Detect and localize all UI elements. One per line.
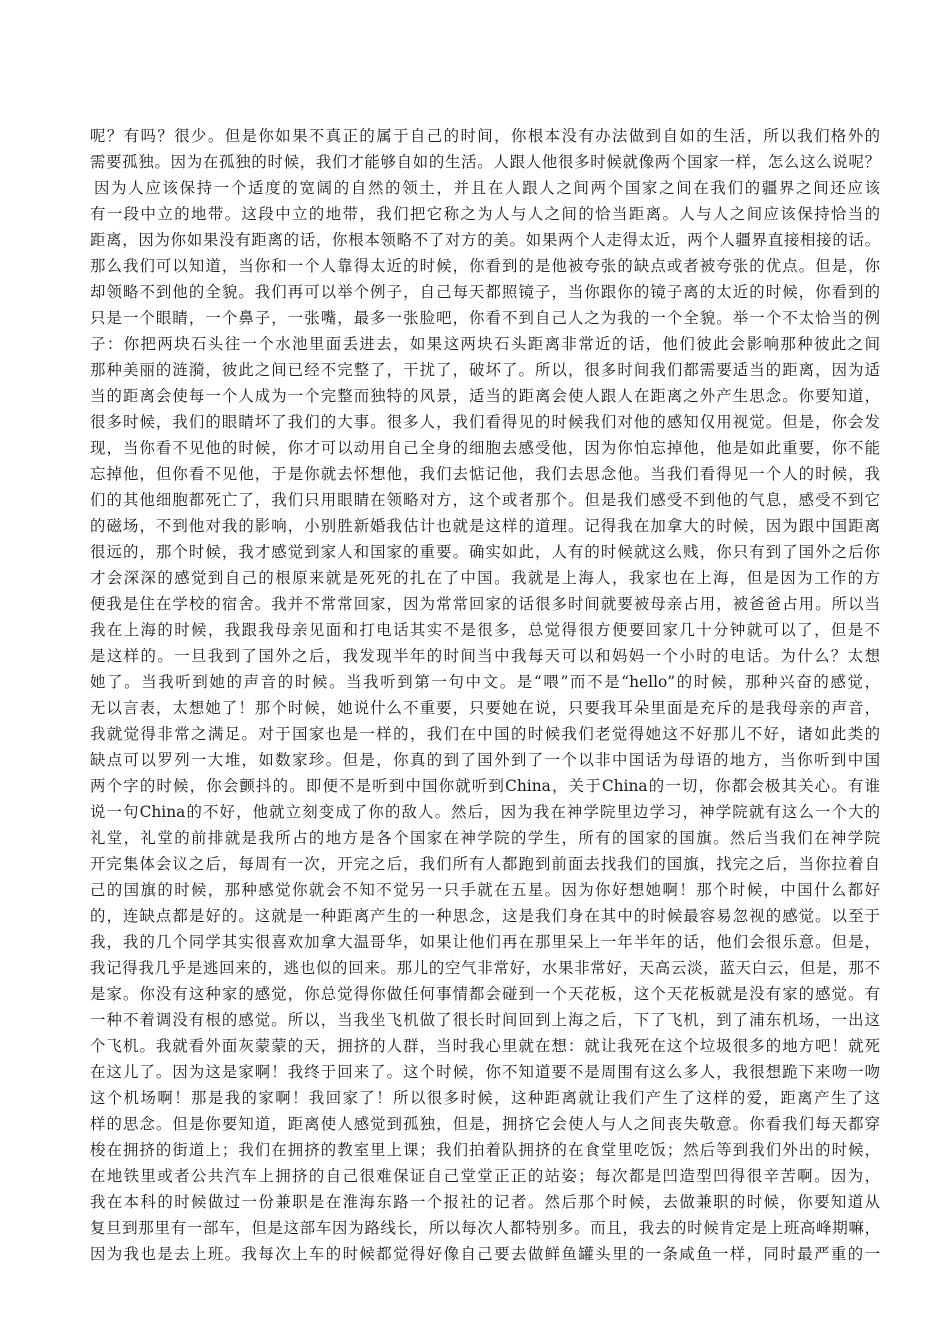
text-line: 有一段中立的地带。这段中立的地带，我们把它称之为人与人之间的恰当距离。人与人之间应该保持恰当的 [90,205,880,223]
text-line: 距离，因为你如果没有距离的话，你根本领略不了对方的美。如果两个人走得太近，两个人疆界直接相接的话。 [90,231,880,249]
text-line: 是这样的。一旦我到了国外之后，我发现半年的时间当中我每天可以和妈妈一个小时的电话。为什么？太想 [90,647,880,665]
text-line: 呢？有吗？很少。但是你如果不真正的属于自己的时间，你根本没有办法做到自如的生活，所以我们格外的 [90,127,880,145]
text-line: 现，当你看不见他的时候，你才可以动用自己全身的细胞去感受他，因为你怕忘掉他，他是如此重要，你不能 [90,439,880,457]
text-line: 我在上海的时候，我跟我母亲见面和打电话其实不是很多，总觉得很方便要回家几十分钟就可以了，但是不 [90,621,880,639]
text-line: 两个字的时候，你会颤抖的。即便不是听到中国你就听到China，关于China的一切，你都会极其关心。有谁 [90,777,880,795]
text-line: 便我是住在学校的宿舍。我并不常常回家，因为常常回家的话很多时间就要被母亲占用，被爸爸占用。所以当 [90,595,880,613]
text-line: 开完集体会议之后，每周有一次，开完之后，我们所有人都跑到前面去找我们的国旗，找完之后，当你拉着自 [90,855,880,873]
text-line: 我，我的几个同学其实很喜欢加拿大温哥华，如果让他们再在那里呆上一年半年的话，他们会很乐意。但是， [90,933,880,951]
text-line: 我记得我几乎是逃回来的，逃也似的回来。那儿的空气非常好，水果非常好，天高云淡，蓝天白云，但是，那不 [90,959,880,977]
text-line: 礼堂，礼堂的前排就是我所占的地方是各个国家在神学院的学生，所有的国家的国旗。然后当我们在神学院 [90,829,880,847]
text-line: 们的其他细胞都死亡了，我们只用眼睛在领略对方，这个或者那个。但是我们感受不到他的气息，感受不到它 [90,491,880,509]
text-line: 样的思念。但是你要知道，距离使人感觉到孤独，但是，拥挤它会使人与人之间丧失敬意。你看我们每天都穿 [90,1115,880,1133]
text-line: 在这儿了。因为这是家啊！我终于回来了。这个时候，你不知道要不是周围有这么多人，我很想跪下来吻一吻 [90,1063,880,1081]
text-line: 当的距离会使每一个人成为一个完整而独特的风景，适当的距离会使人跟人在距离之外产生思念。你要知道， [90,387,880,405]
text-line: 需要孤独。因为在孤独的时候，我们才能够自如的生活。人跟人他很多时候就像两个国家一样，怎么这么说呢？ [90,153,880,171]
text-line: 梭在拥挤的街道上；我们在拥挤的教室里上课；我们拍着队拥挤的在食堂里吃饭；然后等到我们外出的时候， [90,1141,880,1159]
body-text [90,123,880,1267]
text-line: 无以言表，太想她了！那个时候，她说什么不重要，只要她在说，只要我耳朵里面是充斥的是我母亲的声音， [90,699,880,717]
text-line: 因为人应该保持一个适度的宽阔的自然的领土，并且在人跟人之间两个国家之间在我们的疆界之间还应该 [94,179,880,197]
text-line: 才会深深的感觉到自己的根原来就是死死的扎在了中国。我就是上海人，我家也在上海，但是因为工作的方 [90,569,880,587]
text-line: 只是一个眼睛，一个鼻子，一张嘴，最多一张脸吧，你看不到自己人之为我的一个全貌。举一个不太恰当的例 [90,309,880,327]
text-line: 在地铁里或者公共汽车上拥挤的自己很难保证自己堂堂正正的站姿；每次都是凹造型凹得很辛苦啊。因为， [90,1167,880,1185]
text-line: 子：你把两块石头往一个水池里面丢进去，如果这两块石头距离非常近的话，他们彼此会影响那种彼此之间 [90,335,880,353]
text-line: 我在本科的时候做过一份兼职是在淮海东路一个报社的记者。然后那个时候，去做兼职的时候，你要知道从 [90,1193,880,1211]
text-line: 这个机场啊！那是我的家啊！我回家了！所以很多时候，这种距离就让我们产生了这样的爱，距离产生了这 [90,1089,880,1107]
text-line: 说一句China的不好，他就立刻变成了你的敌人。然后，因为我在神学院里边学习，神学院就有这么一个大的 [90,803,880,821]
text-line: 我就觉得非常之满足。对于国家也是一样的，我们在中国的时候我们老觉得她这不好那儿不好，诸如此类的 [90,725,880,743]
text-line: 那种美丽的涟漪，彼此之间已经不完整了，干扰了，破坏了。所以，很多时间我们都需要适当的距离，因为适 [90,361,880,379]
text-line: 那么我们可以知道，当你和一个人靠得太近的时候，你看到的是他被夸张的缺点或者被夸张的优点。但是，你 [90,257,880,275]
text-line: 的，连缺点都是好的。这就是一种距离产生的一种思念，这是我们身在其中的时候最容易忽视的感觉。以至于 [90,907,880,925]
text-line: 己的国旗的时候，那种感觉你就会不知不觉另一只手就在五星。因为你好想她啊！那个时候，中国什么都好 [90,881,880,899]
text-line: 忘掉他，但你看不见他，于是你就去怀想他，我们去惦记他，我们去思念他。当我们看得见一个人的时候，我 [90,465,880,483]
text-line: 个飞机。我就看外面灰蒙蒙的天，拥挤的人群，当时我心里就在想：就让我死在这个垃圾很多的地方吧！就死 [90,1037,880,1055]
text-line: 一种不着调没有根的感觉。所以，当我坐飞机做了很长时间回到上海之后，下了飞机，到了浦东机场，一出这 [90,1011,880,1029]
text-line: 却领略不到他的全貌。我们再可以举个例子，自己每天都照镜子，当你跟你的镜子离的太近的时候，你看到的 [90,283,880,301]
text-line: 她了。当我听到她的声音的时候。当我听到第一句中文。是“喂”而不是“hello”的时候，那种兴奋的感觉， [90,673,880,691]
text-line: 很远的，那个时候，我才感觉到家人和国家的重要。确实如此，人有的时候就这么贱，你只有到了国外之后你 [90,543,880,561]
text-line: 很多时候，我们的眼睛坏了我们的大事。很多人，我们看得见的时候我们对他的感知仅用视觉。但是，你会发 [90,413,880,431]
text-line: 复旦到那里有一部车，但是这部车因为路线长，所以每次人都特别多。而且，我去的时候肯定是上班高峰期嘛， [90,1219,880,1237]
text-line: 因为我也是去上班。我每次上车的时候都觉得好像自己要去做鲜鱼罐头里的一条咸鱼一样，同时最严重的一 [90,1245,880,1263]
text-line: 缺点可以罗列一大堆，如数家珍。但是，你真的到了国外到了一个以非中国话为母语的地方，当你听到中国 [90,751,880,769]
text-line: 是家。你没有这种家的感觉，你总觉得你做任何事情都会碰到一个天花板，这个天花板就是没有家的感觉。有 [90,985,880,1003]
text-line: 的磁场，不到他对我的影响，小别胜新婚我估计也就是这样的道理。记得我在加拿大的时候，因为跟中国距离 [90,517,880,535]
